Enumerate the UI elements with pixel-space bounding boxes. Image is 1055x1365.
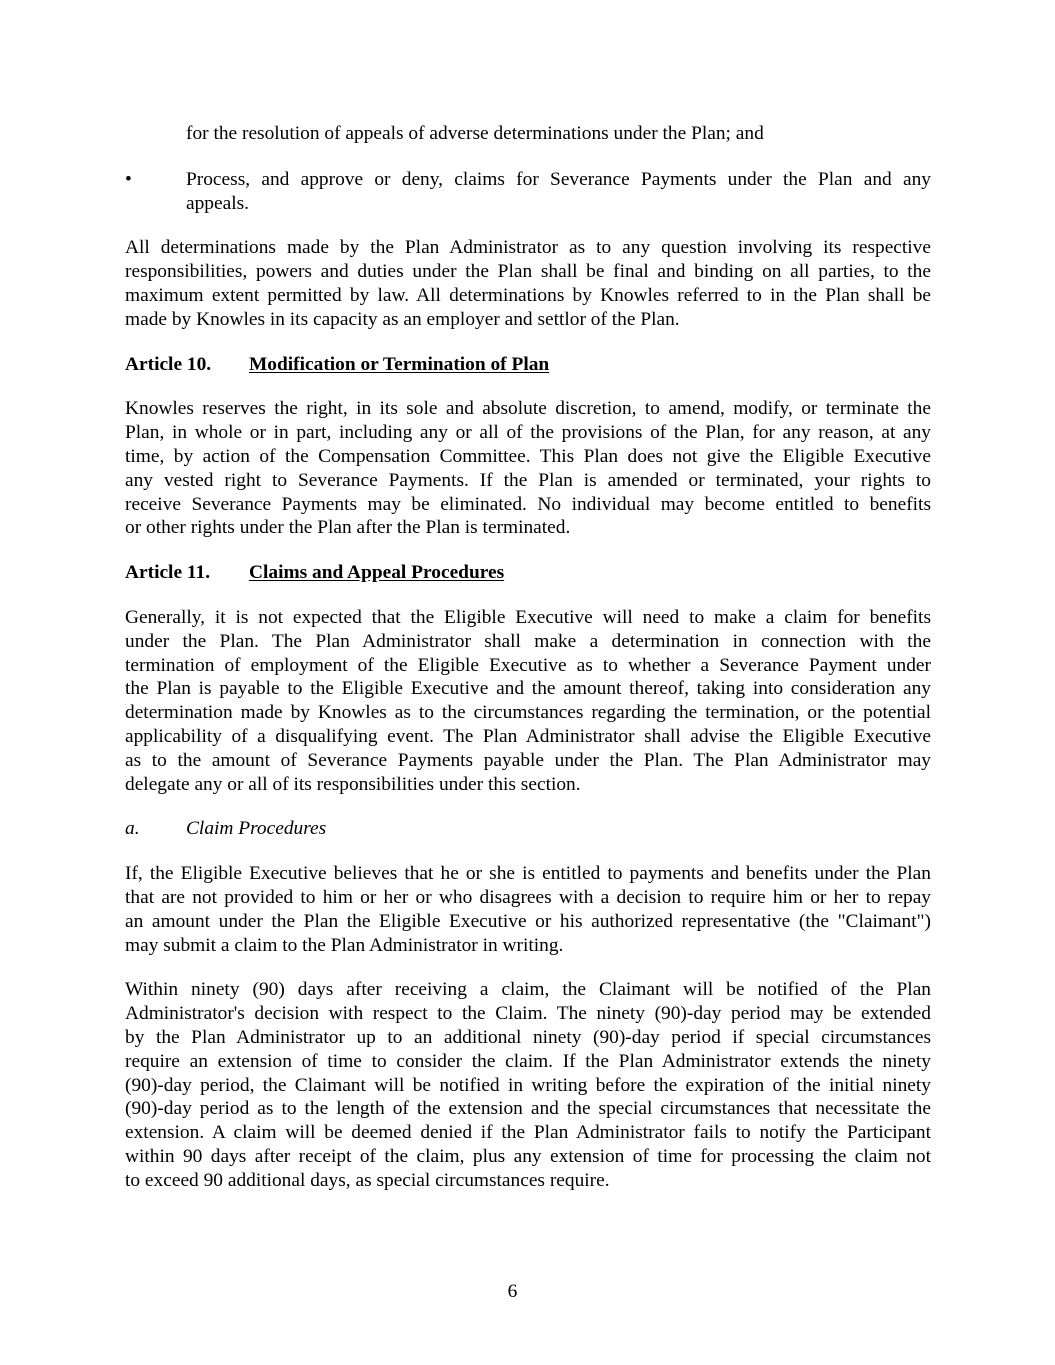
text-line: under the Plan. The Plan Administrator shall make a determination in connection with the — [125, 630, 931, 652]
text-line: by the Plan Administrator up to an additional ninety (90)-day period if special circumstances — [125, 1026, 931, 1048]
subsection-title: Claim Procedures — [186, 818, 327, 840]
text-line: responsibilities, powers and duties under the Plan shall be final and binding on all parties, to the — [125, 261, 931, 283]
text-line: as to the amount of Severance Payments payable under the Plan. The Plan Administrator may — [125, 749, 931, 771]
document-page — [125, 122, 931, 1192]
text-line: Knowles reserves the right, in its sole and absolute discretion, to amend, modify, or terminate the — [125, 398, 931, 420]
text-line: within 90 days after receipt of the claim, plus any extension of time for processing the claim not — [125, 1145, 931, 1167]
subsection-a-heading — [125, 817, 931, 841]
text-line: If, the Eligible Executive believes that he or she is entitled to payments and benefits under the Plan — [125, 863, 931, 885]
continuation-line — [125, 122, 931, 146]
article-11-paragraph — [125, 606, 931, 796]
article-10-paragraph — [125, 397, 931, 540]
text-line: receive Severance Payments may be eliminated. No individual may become entitled to benefits — [125, 493, 931, 515]
text-line: extension. A claim will be deemed denied if the Plan Administrator fails to notify the Participant — [125, 1122, 931, 1144]
subsection-number: a. — [125, 818, 140, 840]
bullet-text — [125, 168, 931, 216]
article-title: Modification or Termination of Plan — [249, 353, 550, 375]
article-number: Article 11. — [125, 562, 211, 584]
claim-procedures-paragraph-2 — [125, 978, 931, 1192]
article-title: Claims and Appeal Procedures — [249, 562, 505, 584]
text-line: the Plan is payable to the Eligible Executive and the amount thereof, taking into consideration any — [125, 678, 931, 700]
text-line: or other rights under the Plan after the Plan is terminated. — [125, 517, 571, 539]
paragraph-determinations — [125, 236, 931, 331]
page-number: 6 — [507, 1281, 518, 1302]
text-line: made by Knowles in its capacity as an employer and settlor of the Plan. — [125, 308, 680, 330]
text-line: All determinations made by the Plan Administrator as to any question involving its respective — [125, 237, 931, 259]
article-10-heading — [125, 353, 931, 377]
bullet-icon: • — [125, 168, 132, 190]
text-line: require an extension of time to consider the claim. If the Plan Administrator extends the ninety — [125, 1050, 931, 1072]
text-line: for the resolution of appeals of adverse determinations under the Plan; and — [186, 123, 764, 144]
text-line: termination of employment of the Eligible Executive as to whether a Severance Payment under — [125, 654, 931, 676]
text-line: an amount under the Plan the Eligible Executive or his authorized representative (the "Claimant") — [125, 910, 931, 932]
text-line: that are not provided to him or her or who disagrees with a decision to require him or her to repay — [125, 886, 931, 908]
text-line: to exceed 90 additional days, as special circumstances require. — [125, 1169, 610, 1191]
text-line: any vested right to Severance Payments. If the Plan is amended or terminated, your rights to — [125, 469, 931, 491]
text-line: Administrator's decision with respect to the Claim. The ninety (90)-day period may be extended — [125, 1003, 931, 1025]
text-line: maximum extent permitted by law. All determinations by Knowles referred to in the Plan shall be — [125, 284, 931, 306]
claim-procedures-paragraph-1 — [125, 862, 931, 957]
article-11-heading — [125, 561, 931, 585]
text-line: Within ninety (90) days after receiving a claim, the Claimant will be notified of the Plan — [125, 979, 931, 1001]
text-line: applicability of a disqualifying event. The Plan Administrator shall advise the Eligible Executive — [125, 725, 931, 747]
text-line: determination made by Knowles as to the circumstances regarding the termination, or the potential — [125, 702, 931, 724]
text-line: Process, and approve or deny, claims for Severance Payments under the Plan and any — [186, 168, 931, 190]
text-line: Generally, it is not expected that the Eligible Executive will need to make a claim for benefits — [125, 606, 931, 628]
bullet-item — [125, 168, 931, 216]
text-line: delegate any or all of its responsibilities under this section. — [125, 773, 581, 795]
text-line: time, by action of the Compensation Committee. This Plan does not give the Eligible Executive — [125, 445, 931, 467]
text-line: may submit a claim to the Plan Administrator in writing. — [125, 934, 564, 956]
text-line: Plan, in whole or in part, including any or all of the provisions of the Plan, for any reason, at any — [125, 422, 931, 444]
text-line: appeals. — [186, 192, 249, 214]
text-line: (90)-day period as to the length of the extension and the special circumstances that necessitate the — [125, 1098, 931, 1120]
article-number: Article 10. — [125, 353, 212, 375]
text-line: (90)-day period, the Claimant will be notified in writing before the expiration of the initial ninety — [125, 1074, 931, 1096]
